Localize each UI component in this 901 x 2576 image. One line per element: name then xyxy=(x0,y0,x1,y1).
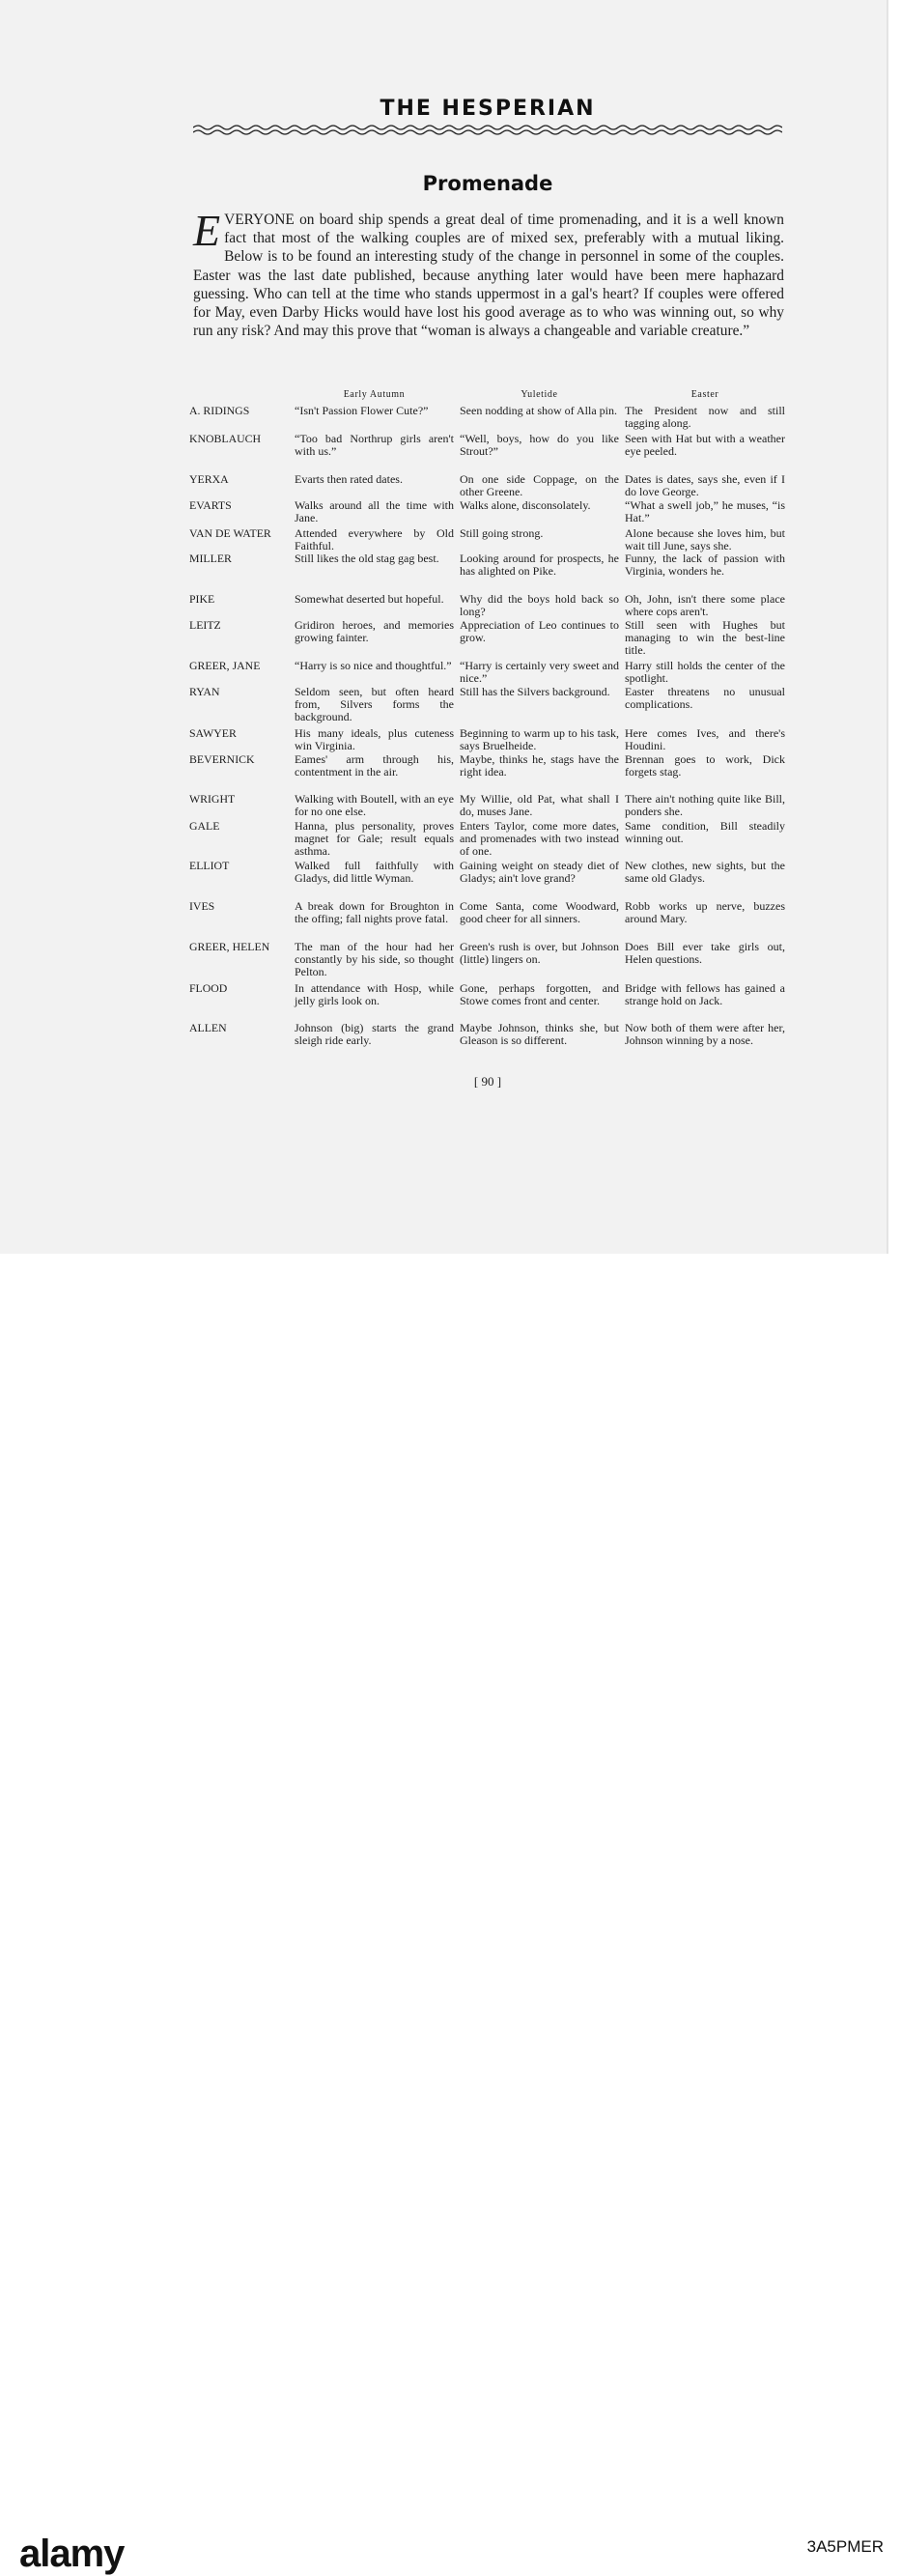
cell-early-autumn: “Too bad Northrup girls aren't with us.” xyxy=(295,432,454,459)
row-name: KNOBLAUCH xyxy=(189,432,262,445)
cell-yuletide: Green's rush is over, but Johnson (little) lingers on. xyxy=(460,940,619,967)
cell-early-autumn: Gridiron heroes, and memories growing fainter. xyxy=(295,618,454,645)
cell-early-autumn: Walking with Boutell, with an eye for no one else. xyxy=(295,792,454,819)
row-name: LEITZ xyxy=(189,618,221,632)
row-name: GREER, JANE xyxy=(189,659,261,672)
row-name: SAWYER xyxy=(189,726,237,740)
row-name: WRIGHT xyxy=(189,792,236,806)
cell-yuletide: Gaining weight on steady diet of Gladys; ain't love grand? xyxy=(460,859,619,886)
cell-yuletide: “Well, boys, how do you like Strout?” xyxy=(460,432,619,459)
cell-yuletide: Come Santa, come Woodward, good cheer for all sinners. xyxy=(460,899,619,926)
cell-early-autumn: In attendance with Hosp, while jelly girls look on. xyxy=(295,981,454,1008)
cell-easter: The President now and still tagging along. xyxy=(625,404,785,431)
intro-text: VERYONE on board ship spends a great deal of time promenading, and it is a well known fact that most of the walking couples are of mixed sex, preferably with a mutual liking. Below is to be found an interesting study of the change in personnel in some of the couples. Easter was the last date published, because anything later would have been mere haphazard guessing. Who can tell at the time who stands uppermost in a gal's heart? If couples were offered for May, even Darby Hicks would have lost his good average as to who was winning out, so why run any risk? And may this prove that “woman is always a changeable and variable creature.” xyxy=(193,212,784,340)
drop-cap: E xyxy=(193,206,221,255)
column-header-early-autumn: Early Autumn xyxy=(343,389,406,400)
row-name: RYAN xyxy=(189,685,220,698)
row-name: EVARTS xyxy=(189,498,232,512)
cell-yuletide: Looking around for prospects, he has alighted on Pike. xyxy=(460,552,619,579)
cell-early-autumn: Evarts then rated dates. xyxy=(295,472,403,486)
cell-yuletide: Walks alone, disconsolately. xyxy=(460,498,591,512)
cell-yuletide: Seen nodding at show of Alla pin. xyxy=(460,404,617,417)
cell-easter: Harry still holds the center of the spotlight. xyxy=(625,659,785,686)
row-name: FLOOD xyxy=(189,981,228,995)
cell-early-autumn: A break down for Broughton in the offing; fall nights prove fatal. xyxy=(295,899,454,926)
cell-easter: Here comes Ives, and there's Houdini. xyxy=(625,726,785,753)
page-number: [ 90 ] xyxy=(473,1074,502,1089)
cell-early-autumn: Still likes the old stag gag best. xyxy=(295,552,439,565)
row-name: MILLER xyxy=(189,552,232,565)
row-name: BEVERNICK xyxy=(189,752,255,766)
row-name: GREER, HELEN xyxy=(189,940,270,953)
cell-easter: New clothes, new sights, but the same old Gladys. xyxy=(625,859,785,886)
cell-yuletide: Appreciation of Leo continues to grow. xyxy=(460,618,619,645)
cell-easter: Does Bill ever take girls out, Helen questions. xyxy=(625,940,785,967)
cell-easter: Brennan goes to work, Dick forgets stag. xyxy=(625,752,785,779)
row-name: YERXA xyxy=(189,472,229,486)
watermark-band xyxy=(0,1256,901,2575)
cell-yuletide: “Harry is certainly very sweet and nice.” xyxy=(460,659,619,686)
cell-early-autumn: Eames' arm through his, contentment in the air. xyxy=(295,752,454,779)
intro-paragraph xyxy=(193,206,784,340)
cell-easter: Now both of them were after her, Johnson winning by a nose. xyxy=(625,1021,785,1048)
cell-easter: Funny, the lack of passion with Virginia, wonders he. xyxy=(625,552,785,579)
cell-early-autumn: Hanna, plus personality, proves magnet for Gale; result equals asthma. xyxy=(295,819,454,859)
cell-easter: Alone because she loves him, but wait till June, says she. xyxy=(625,526,785,553)
cell-early-autumn: Somewhat deserted but hopeful. xyxy=(295,592,444,606)
cell-early-autumn: Walks around all the time with Jane. xyxy=(295,498,454,525)
row-name: GALE xyxy=(189,819,220,833)
cell-easter: Seen with Hat but with a weather eye peeled. xyxy=(625,432,785,459)
row-name: PIKE xyxy=(189,592,215,606)
cell-early-autumn: Attended everywhere by Old Faithful. xyxy=(295,526,454,553)
cell-yuletide: Maybe Johnson, thinks she, but Gleason is so different. xyxy=(460,1021,619,1048)
cell-easter: Robb works up nerve, buzzes around Mary. xyxy=(625,899,785,926)
cell-early-autumn: Johnson (big) starts the grand sleigh ride early. xyxy=(295,1021,454,1048)
row-name: IVES xyxy=(189,899,215,913)
cell-easter: Oh, John, isn't there some place where cops aren't. xyxy=(625,592,785,619)
cell-early-autumn: The man of the hour had her constantly by his side, so thought Pelton. xyxy=(295,940,454,979)
row-name: ELLIOT xyxy=(189,859,230,872)
cell-yuletide: Still has the Silvers background. xyxy=(460,685,610,698)
cell-easter: Bridge with fellows has gained a strange hold on Jack. xyxy=(625,981,785,1008)
row-name: A. RIDINGS xyxy=(189,404,250,417)
watermark-logo: alamy xyxy=(19,2533,125,2575)
cell-early-autumn: “Isn't Passion Flower Cute?” xyxy=(295,404,429,417)
cell-easter: Dates is dates, says she, even if I do love George. xyxy=(625,472,785,499)
cell-early-autumn: Seldom seen, but often heard from, Silvers forms the background. xyxy=(295,685,454,724)
cell-yuletide: Still going strong. xyxy=(460,526,544,540)
yearbook-page xyxy=(0,0,887,1254)
cell-yuletide: On one side Coppage, on the other Greene. xyxy=(460,472,619,499)
cell-yuletide: Maybe, thinks he, stags have the right idea. xyxy=(460,752,619,779)
cell-yuletide: Enters Taylor, come more dates, and promenades with two instead of one. xyxy=(460,819,619,859)
column-header-yuletide: Yuletide xyxy=(521,389,558,400)
cell-early-autumn: “Harry is so nice and thoughtful.” xyxy=(295,659,452,672)
cell-early-autumn: Walked full faithfully with Gladys, did little Wyman. xyxy=(295,859,454,886)
cell-yuletide: Gone, perhaps forgotten, and Stowe comes front and center. xyxy=(460,981,619,1008)
cell-easter: There ain't nothing quite like Bill, ponders she. xyxy=(625,792,785,819)
cell-early-autumn: His many ideals, plus cuteness win Virginia. xyxy=(295,726,454,753)
image-id: 3A5PMER xyxy=(806,2537,884,2556)
cell-easter: “What a swell job,” he muses, “is Hat.” xyxy=(625,498,785,525)
cell-yuletide: Why did the boys hold back so long? xyxy=(460,592,619,619)
cell-yuletide: My Willie, old Pat, what shall I do, muses Jane. xyxy=(460,792,619,819)
column-header-easter: Easter xyxy=(690,389,719,400)
row-name: VAN DE WATER xyxy=(189,526,271,540)
masthead: THE HESPERIAN xyxy=(380,97,596,121)
cell-easter: Easter threatens no unusual complications. xyxy=(625,685,785,712)
cell-yuletide: Beginning to warm up to his task, says Bruelheide. xyxy=(460,726,619,753)
cell-easter: Still seen with Hughes but managing to win the best-line title. xyxy=(625,618,785,658)
article-title: Promenade xyxy=(422,172,553,195)
masthead-wavy-rule xyxy=(193,124,782,141)
cell-easter: Same condition, Bill steadily winning out. xyxy=(625,819,785,846)
row-name: ALLEN xyxy=(189,1021,227,1034)
